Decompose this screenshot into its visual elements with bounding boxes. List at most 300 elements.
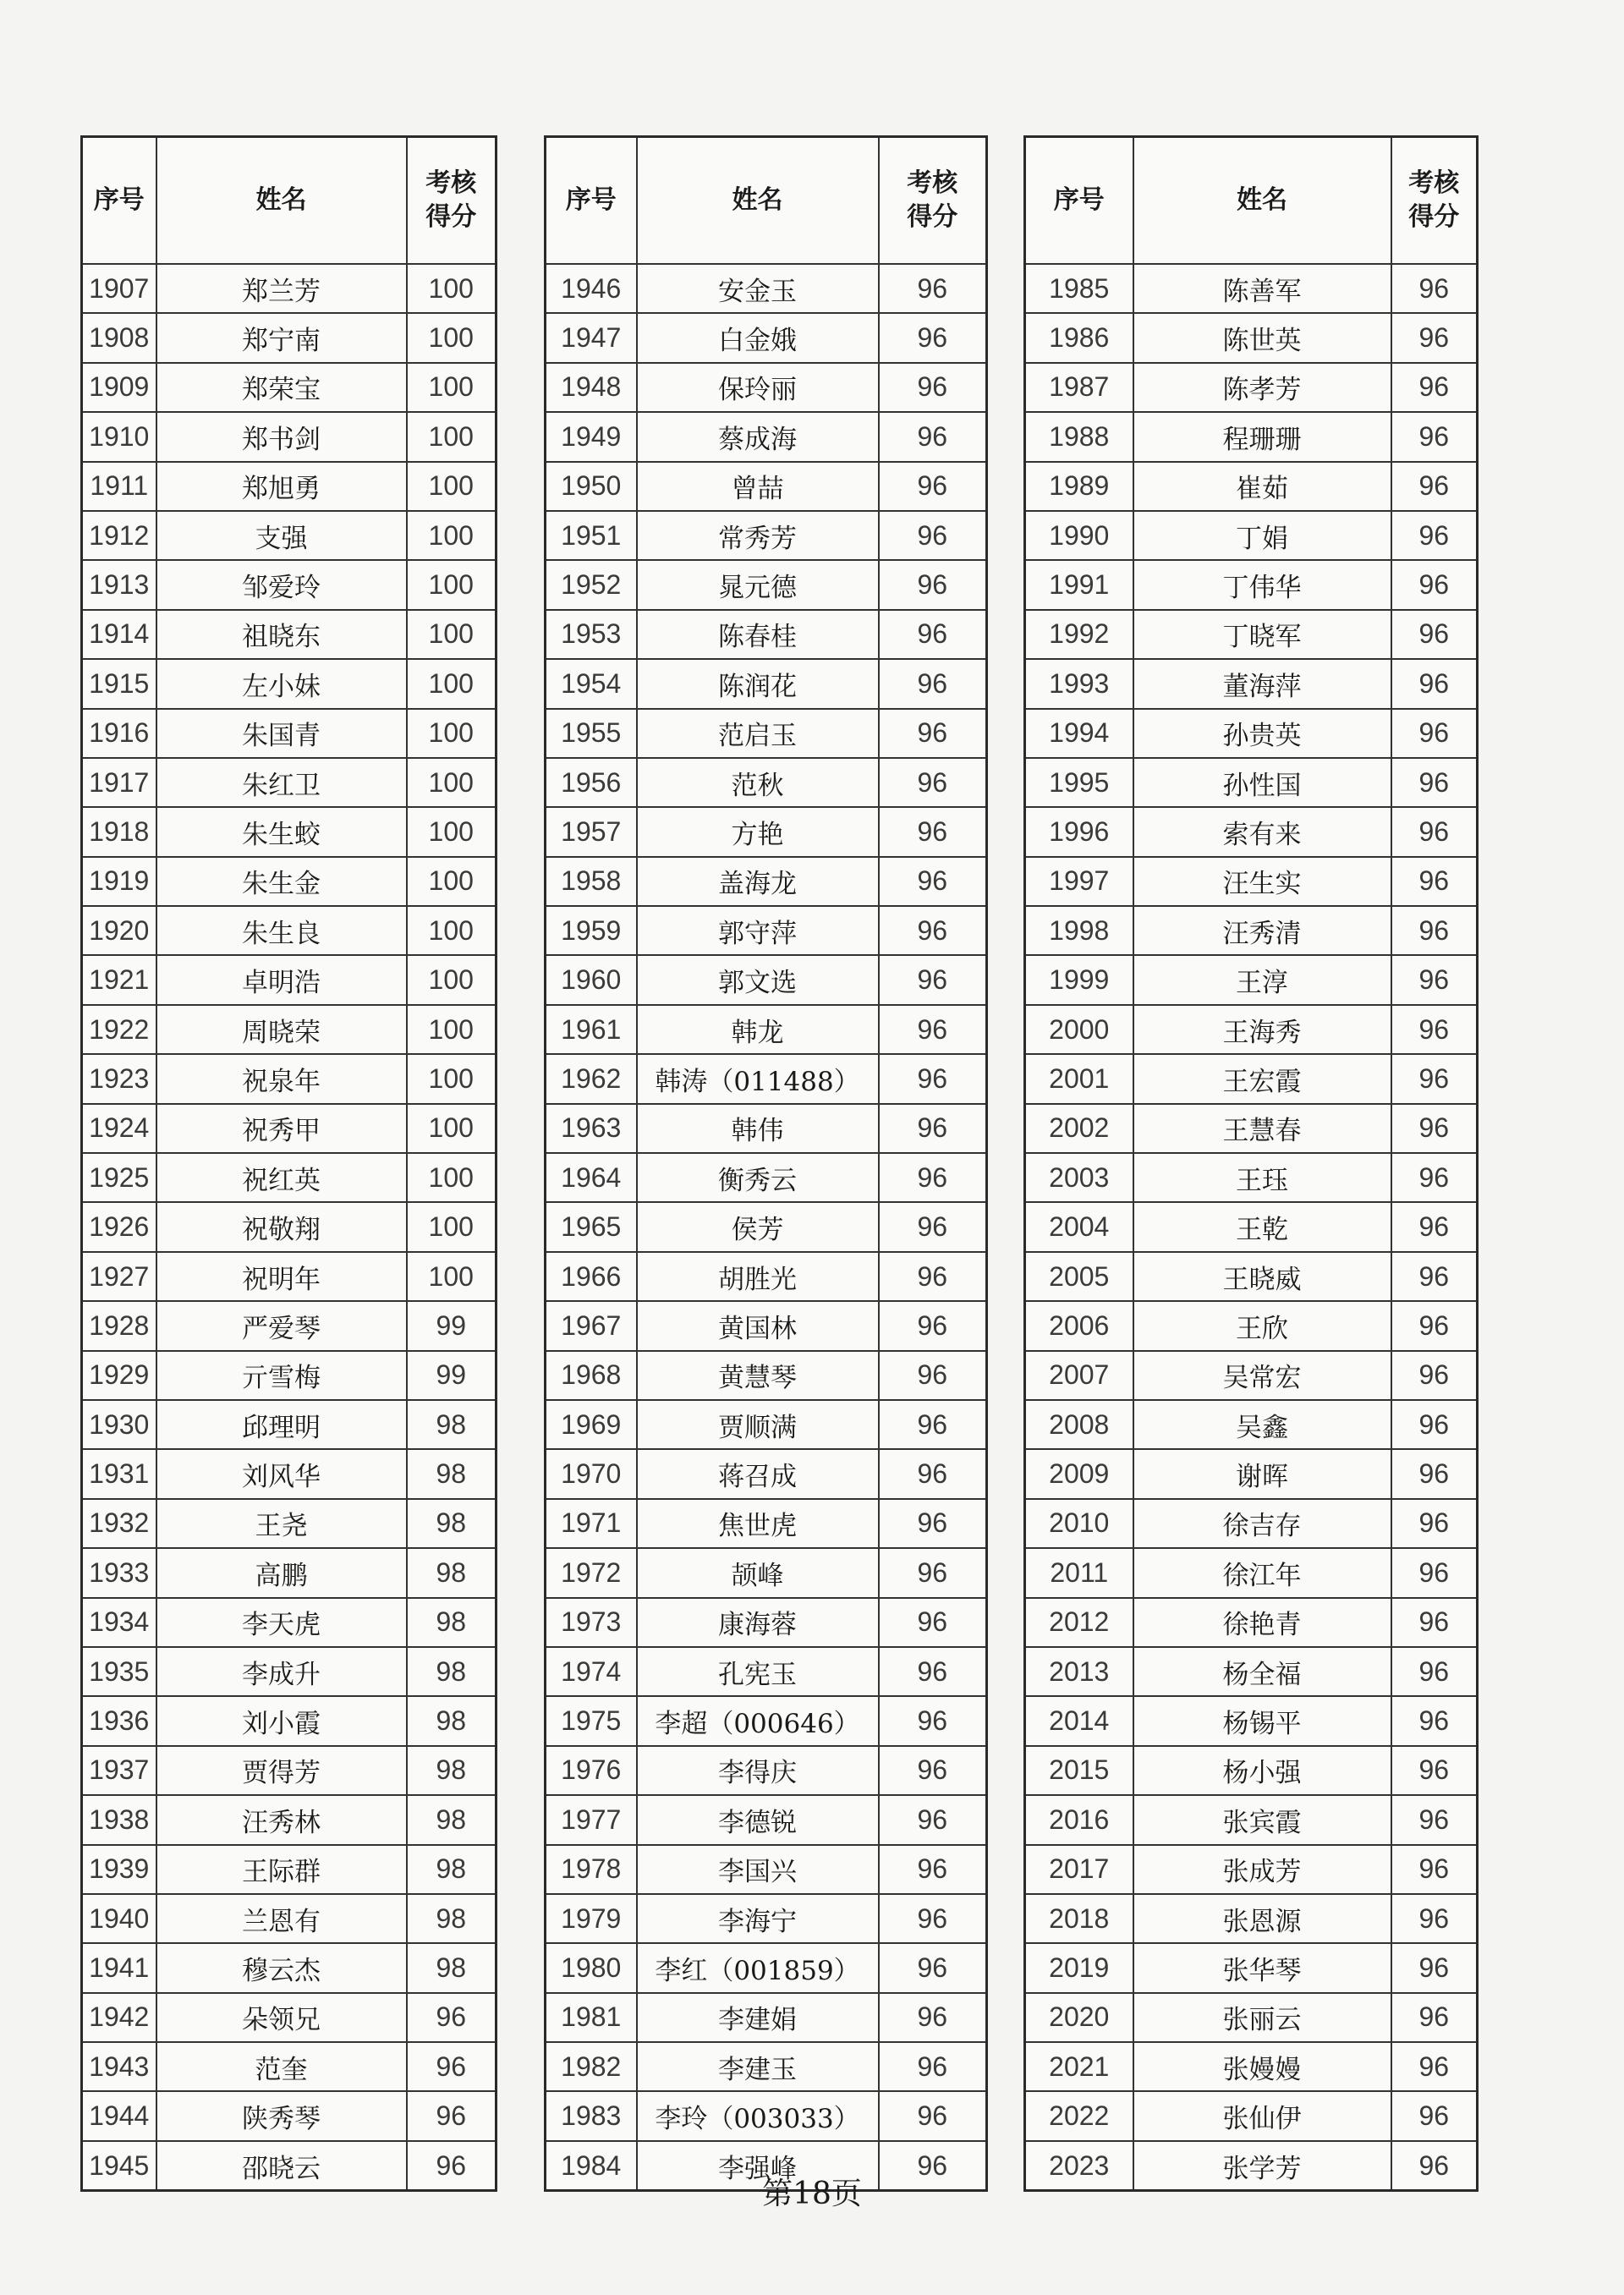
assessment-score: 96	[1391, 2042, 1478, 2091]
row-number: 2014	[1025, 1696, 1133, 1745]
row-number: 1911	[82, 462, 156, 511]
roster-table-3	[1023, 135, 1479, 2192]
assessment-score: 96	[879, 659, 987, 708]
person-name: 李得庆	[637, 1746, 879, 1795]
person-name: 衡秀云	[637, 1153, 879, 1202]
person-name: 郑书剑	[156, 412, 407, 461]
row-number: 1921	[82, 955, 156, 1004]
header-row	[82, 137, 497, 265]
table-row	[82, 1054, 497, 1103]
row-number: 1994	[1025, 709, 1133, 758]
person-name: 穆云杰	[156, 1943, 407, 1992]
person-name: 范启玉	[637, 709, 879, 758]
table-row	[546, 955, 987, 1004]
table-row	[82, 1449, 497, 1498]
assessment-score: 96	[1391, 1845, 1478, 1894]
person-name: 张华琴	[1133, 1943, 1391, 1992]
assessment-score: 100	[407, 1054, 497, 1103]
row-number: 2019	[1025, 1943, 1133, 1992]
row-number: 2005	[1025, 1252, 1133, 1301]
table-row	[546, 412, 987, 461]
person-name: 崔茹	[1133, 462, 1391, 511]
assessment-score: 100	[407, 313, 497, 362]
person-name: 张丽云	[1133, 1993, 1391, 2042]
assessment-score: 96	[879, 906, 987, 955]
person-name: 祖晓东	[156, 610, 407, 659]
table-row	[1025, 1449, 1478, 1498]
person-name: 朱生良	[156, 906, 407, 955]
table-row	[1025, 1252, 1478, 1301]
assessment-score: 96	[879, 2141, 987, 2191]
table-row	[82, 363, 497, 412]
person-name: 卓明浩	[156, 955, 407, 1004]
assessment-score: 100	[407, 264, 497, 313]
table-row	[82, 1795, 497, 1844]
table-row	[82, 807, 497, 856]
assessment-score: 98	[407, 1894, 497, 1943]
row-number: 1977	[546, 1795, 637, 1844]
page-number: 第18页	[762, 2177, 862, 2211]
person-name: 晁元德	[637, 560, 879, 609]
table-row	[82, 1746, 497, 1795]
row-number: 2000	[1025, 1005, 1133, 1054]
table-row	[546, 1400, 987, 1449]
person-name: 程珊珊	[1133, 412, 1391, 461]
row-number: 1968	[546, 1351, 637, 1400]
assessment-score: 98	[407, 1647, 497, 1696]
row-number: 1972	[546, 1548, 637, 1597]
person-name: 邹爱玲	[156, 560, 407, 609]
table-row	[546, 857, 987, 906]
person-name: 刘风华	[156, 1449, 407, 1498]
row-number: 1989	[1025, 462, 1133, 511]
person-name: 祝泉年	[156, 1054, 407, 1103]
person-name: 丁伟华	[1133, 560, 1391, 609]
row-number: 1913	[82, 560, 156, 609]
person-name: 李建玉	[637, 2042, 879, 2091]
assessment-score: 100	[407, 659, 497, 708]
row-number: 1912	[82, 511, 156, 560]
person-name: 黄国林	[637, 1301, 879, 1350]
row-number: 1910	[82, 412, 156, 461]
row-number: 1908	[82, 313, 156, 362]
row-number: 1931	[82, 1449, 156, 1498]
assessment-score: 96	[1391, 659, 1478, 708]
row-number: 1952	[546, 560, 637, 609]
assessment-score: 100	[407, 462, 497, 511]
row-number: 1944	[82, 2091, 156, 2140]
table-row	[546, 1449, 987, 1498]
row-number: 1978	[546, 1845, 637, 1894]
row-number: 1973	[546, 1598, 637, 1647]
table-row	[546, 1598, 987, 1647]
assessment-score: 100	[407, 412, 497, 461]
table-row	[82, 955, 497, 1004]
row-number: 1948	[546, 363, 637, 412]
table-row	[546, 2091, 987, 2140]
row-number: 1914	[82, 610, 156, 659]
person-name: 王海秀	[1133, 1005, 1391, 1054]
row-number: 1915	[82, 659, 156, 708]
person-name: 韩涛（011488）	[637, 1054, 879, 1103]
row-number: 1979	[546, 1894, 637, 1943]
person-name: 孙贵英	[1133, 709, 1391, 758]
table-row	[1025, 1202, 1478, 1251]
assessment-score: 96	[1391, 1598, 1478, 1647]
assessment-score: 96	[879, 1252, 987, 1301]
assessment-score: 96	[879, 1696, 987, 1745]
header-score: 考核 得分	[1391, 137, 1478, 265]
row-number: 1925	[82, 1153, 156, 1202]
table-row	[82, 1845, 497, 1894]
row-number: 1987	[1025, 363, 1133, 412]
table-row	[1025, 1054, 1478, 1103]
row-number: 1920	[82, 906, 156, 955]
table-row	[546, 906, 987, 955]
row-number: 1992	[1025, 610, 1133, 659]
person-name: 杨小强	[1133, 1746, 1391, 1795]
assessment-score: 96	[407, 2042, 497, 2091]
assessment-score: 96	[1391, 807, 1478, 856]
table-row	[546, 363, 987, 412]
table-row	[1025, 1647, 1478, 1696]
row-number: 1946	[546, 264, 637, 313]
assessment-score: 96	[879, 1301, 987, 1350]
row-number: 1999	[1025, 955, 1133, 1004]
person-name: 方艳	[637, 807, 879, 856]
person-name: 徐吉存	[1133, 1499, 1391, 1548]
table-row	[546, 560, 987, 609]
assessment-score: 96	[879, 1054, 987, 1103]
assessment-score: 96	[879, 1598, 987, 1647]
row-number: 2004	[1025, 1202, 1133, 1251]
assessment-score: 96	[879, 1746, 987, 1795]
person-name: 丁娟	[1133, 511, 1391, 560]
assessment-score: 96	[879, 1202, 987, 1251]
table-row	[1025, 264, 1478, 313]
table-row	[546, 1054, 987, 1103]
assessment-score: 96	[1391, 1005, 1478, 1054]
table-row	[1025, 758, 1478, 807]
person-name: 李天虎	[156, 1598, 407, 1647]
assessment-score: 96	[879, 1153, 987, 1202]
table-row	[82, 758, 497, 807]
assessment-score: 96	[879, 1845, 987, 1894]
person-name: 祝秀甲	[156, 1104, 407, 1153]
person-name: 范奎	[156, 2042, 407, 2091]
table-row	[82, 1647, 497, 1696]
table-row	[1025, 1499, 1478, 1548]
header-num: 序号	[546, 137, 637, 265]
assessment-score: 96	[879, 807, 987, 856]
row-number: 2020	[1025, 1993, 1133, 2042]
person-name: 韩龙	[637, 1005, 879, 1054]
person-name: 郑兰芳	[156, 264, 407, 313]
person-name: 朱生蛟	[156, 807, 407, 856]
assessment-score: 96	[1391, 313, 1478, 362]
person-name: 曾喆	[637, 462, 879, 511]
table-row	[82, 1943, 497, 1992]
person-name: 范秋	[637, 758, 879, 807]
person-name: 郑旭勇	[156, 462, 407, 511]
row-number: 1955	[546, 709, 637, 758]
person-name: 支强	[156, 511, 407, 560]
row-number: 2012	[1025, 1598, 1133, 1647]
table-row	[1025, 1795, 1478, 1844]
assessment-score: 98	[407, 1845, 497, 1894]
table-row	[82, 1548, 497, 1597]
row-number: 1970	[546, 1449, 637, 1498]
table-row	[82, 1252, 497, 1301]
person-name: 杨锡平	[1133, 1696, 1391, 1745]
person-name: 李玲（003033）	[637, 2091, 879, 2140]
person-name: 盖海龙	[637, 857, 879, 906]
assessment-score: 98	[407, 1499, 497, 1548]
assessment-score: 100	[407, 560, 497, 609]
table-row	[82, 1993, 497, 2042]
header-name: 姓名	[1133, 137, 1391, 265]
person-name: 陈善军	[1133, 264, 1391, 313]
table-row	[1025, 2042, 1478, 2091]
table-row	[1025, 1005, 1478, 1054]
row-number: 2021	[1025, 2042, 1133, 2091]
assessment-score: 96	[407, 1993, 497, 2042]
table-row	[1025, 955, 1478, 1004]
assessment-score: 96	[1391, 1647, 1478, 1696]
row-number: 1998	[1025, 906, 1133, 955]
table-row	[1025, 1845, 1478, 1894]
table-row	[546, 264, 987, 313]
person-name: 朱红卫	[156, 758, 407, 807]
table-row	[1025, 906, 1478, 955]
person-name: 李超（000646）	[637, 1696, 879, 1745]
row-number: 1991	[1025, 560, 1133, 609]
person-name: 祝红英	[156, 1153, 407, 1202]
assessment-score: 96	[1391, 511, 1478, 560]
row-number: 1976	[546, 1746, 637, 1795]
person-name: 李红（001859）	[637, 1943, 879, 1992]
assessment-score: 96	[879, 758, 987, 807]
assessment-score: 96	[1391, 1252, 1478, 1301]
person-name: 陕秀琴	[156, 2091, 407, 2140]
person-name: 贾顺满	[637, 1400, 879, 1449]
assessment-score: 96	[879, 264, 987, 313]
person-name: 王慧春	[1133, 1104, 1391, 1153]
person-name: 谢晖	[1133, 1449, 1391, 1498]
assessment-score: 96	[1391, 1894, 1478, 1943]
person-name: 白金娥	[637, 313, 879, 362]
assessment-score: 100	[407, 1252, 497, 1301]
table-row	[82, 462, 497, 511]
person-name: 贾得芳	[156, 1746, 407, 1795]
table-row	[546, 1499, 987, 1548]
row-number: 2013	[1025, 1647, 1133, 1696]
table-row	[546, 1153, 987, 1202]
row-number: 1957	[546, 807, 637, 856]
assessment-score: 96	[879, 1449, 987, 1498]
assessment-score: 98	[407, 1943, 497, 1992]
assessment-score: 100	[407, 511, 497, 560]
table-row	[82, 1153, 497, 1202]
row-number: 2017	[1025, 1845, 1133, 1894]
assessment-score: 96	[1391, 560, 1478, 609]
row-number: 1971	[546, 1499, 637, 1548]
row-number: 1956	[546, 758, 637, 807]
table-row	[1025, 560, 1478, 609]
table-row	[546, 1993, 987, 2042]
row-number: 1943	[82, 2042, 156, 2091]
assessment-score: 100	[407, 1153, 497, 1202]
table-row	[546, 1746, 987, 1795]
assessment-score: 96	[1391, 1499, 1478, 1548]
table-row	[82, 1696, 497, 1745]
person-name: 陈润花	[637, 659, 879, 708]
table-row	[546, 462, 987, 511]
table-row	[1025, 807, 1478, 856]
table-row	[82, 264, 497, 313]
table-row	[82, 857, 497, 906]
row-number: 2010	[1025, 1499, 1133, 1548]
person-name: 胡胜光	[637, 1252, 879, 1301]
row-number: 1940	[82, 1894, 156, 1943]
person-name: 祝敬翔	[156, 1202, 407, 1251]
table-row	[1025, 363, 1478, 412]
person-name: 周晓荣	[156, 1005, 407, 1054]
row-number: 1923	[82, 1054, 156, 1103]
person-name: 汪秀林	[156, 1795, 407, 1844]
table-row	[546, 1795, 987, 1844]
assessment-score: 96	[879, 2091, 987, 2140]
table-row	[82, 709, 497, 758]
person-name: 王珏	[1133, 1153, 1391, 1202]
assessment-score: 96	[1391, 363, 1478, 412]
person-name: 吴鑫	[1133, 1400, 1391, 1449]
table-row	[1025, 1104, 1478, 1153]
person-name: 丁晓军	[1133, 610, 1391, 659]
assessment-score: 96	[879, 560, 987, 609]
header-num: 序号	[82, 137, 156, 265]
assessment-score: 100	[407, 955, 497, 1004]
table-row	[82, 412, 497, 461]
row-number: 1988	[1025, 412, 1133, 461]
table-row	[82, 1400, 497, 1449]
row-number: 1975	[546, 1696, 637, 1745]
table-row	[82, 1598, 497, 1647]
person-name: 颉峰	[637, 1548, 879, 1597]
assessment-score: 96	[1391, 1746, 1478, 1795]
table-row	[1025, 1943, 1478, 1992]
row-number: 1984	[546, 2141, 637, 2191]
person-name: 高鹏	[156, 1548, 407, 1597]
row-number: 2002	[1025, 1104, 1133, 1153]
row-number: 2022	[1025, 2091, 1133, 2140]
assessment-score: 96	[879, 1795, 987, 1844]
row-number: 1996	[1025, 807, 1133, 856]
table-row	[1025, 1993, 1478, 2042]
assessment-score: 96	[1391, 610, 1478, 659]
table-row	[82, 313, 497, 362]
row-number: 1927	[82, 1252, 156, 1301]
header-row	[546, 137, 987, 265]
person-name: 王欣	[1133, 1301, 1391, 1350]
assessment-score: 96	[1391, 709, 1478, 758]
row-number: 2007	[1025, 1351, 1133, 1400]
assessment-score: 98	[407, 1449, 497, 1498]
person-name: 吴常宏	[1133, 1351, 1391, 1400]
table-row	[1025, 1746, 1478, 1795]
assessment-score: 100	[407, 758, 497, 807]
assessment-score: 96	[879, 2042, 987, 2091]
row-number: 1917	[82, 758, 156, 807]
row-number: 1938	[82, 1795, 156, 1844]
table-row	[82, 1202, 497, 1251]
person-name: 王乾	[1133, 1202, 1391, 1251]
person-name: 常秀芳	[637, 511, 879, 560]
person-name: 祝明年	[156, 1252, 407, 1301]
row-number: 1929	[82, 1351, 156, 1400]
assessment-score: 100	[407, 906, 497, 955]
table-row	[1025, 610, 1478, 659]
person-name: 陈孝芳	[1133, 363, 1391, 412]
row-number: 1945	[82, 2141, 156, 2191]
table-row	[82, 2091, 497, 2140]
row-number: 2011	[1025, 1548, 1133, 1597]
assessment-score: 96	[879, 1943, 987, 1992]
assessment-score: 96	[1391, 2091, 1478, 2140]
assessment-score: 100	[407, 610, 497, 659]
header-num: 序号	[1025, 137, 1133, 265]
assessment-score: 96	[879, 1993, 987, 2042]
assessment-score: 100	[407, 807, 497, 856]
row-number: 1949	[546, 412, 637, 461]
row-number: 1981	[546, 1993, 637, 2042]
table-row	[82, 1351, 497, 1400]
assessment-score: 100	[407, 1202, 497, 1251]
assessment-score: 96	[879, 363, 987, 412]
assessment-score: 100	[407, 1005, 497, 1054]
table-row	[546, 1894, 987, 1943]
assessment-score: 96	[879, 1548, 987, 1597]
table-row	[546, 1252, 987, 1301]
row-number: 1937	[82, 1746, 156, 1795]
row-number: 1962	[546, 1054, 637, 1103]
row-number: 2016	[1025, 1795, 1133, 1844]
assessment-score: 96	[1391, 1054, 1478, 1103]
row-number: 1918	[82, 807, 156, 856]
row-number: 1997	[1025, 857, 1133, 906]
assessment-score: 96	[1391, 758, 1478, 807]
table-row	[546, 313, 987, 362]
header-score: 考核 得分	[879, 137, 987, 265]
assessment-score: 96	[1391, 955, 1478, 1004]
row-number: 2023	[1025, 2141, 1133, 2191]
assessment-score: 96	[879, 1005, 987, 1054]
row-number: 2009	[1025, 1449, 1133, 1498]
assessment-score: 96	[879, 1104, 987, 1153]
row-number: 1982	[546, 2042, 637, 2091]
table-row	[1025, 313, 1478, 362]
person-name: 王尧	[156, 1499, 407, 1548]
person-name: 李德锐	[637, 1795, 879, 1844]
table-row	[82, 1894, 497, 1943]
row-number: 1958	[546, 857, 637, 906]
row-number: 1953	[546, 610, 637, 659]
table-row	[82, 610, 497, 659]
row-number: 1995	[1025, 758, 1133, 807]
assessment-score: 96	[1391, 1943, 1478, 1992]
person-name: 王际群	[156, 1845, 407, 1894]
assessment-score: 96	[879, 313, 987, 362]
